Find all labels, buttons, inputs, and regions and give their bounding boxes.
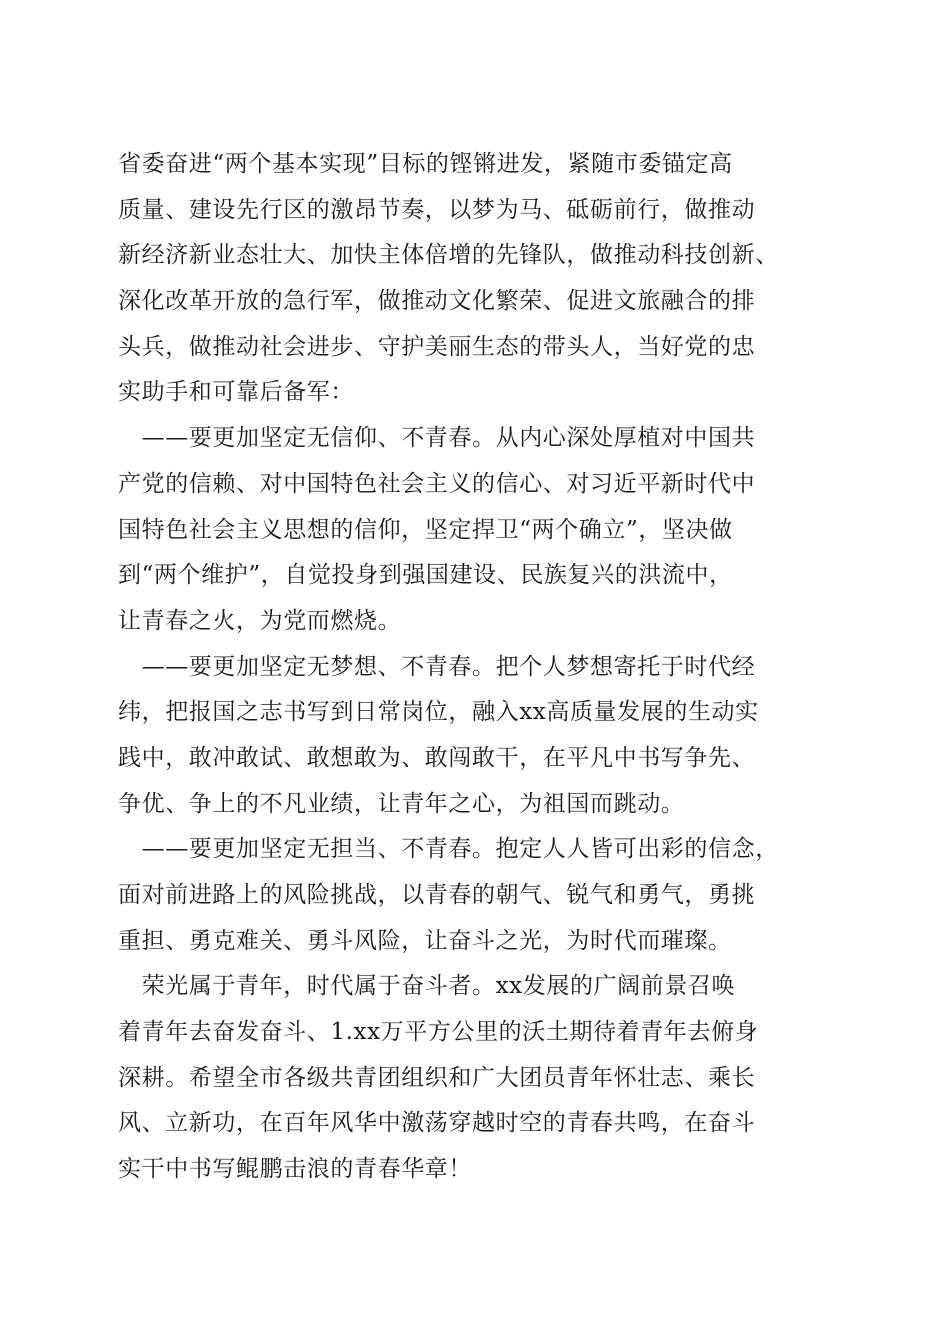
text-line: 纬，把报国之志书写到日常岗位，融入xx高质量发展的生动实 — [118, 699, 759, 726]
text-line: 重担、勇克难关、勇斗风险，让奋斗之光，为时代而璀璨。 — [118, 927, 732, 954]
text-line: 国特色社会主义思想的信仰，坚定捍卫“两个确立”，坚决做 — [118, 516, 733, 543]
text-line: 省委奋进“两个基本实现”目标的铿锵进发，紧随市委锚定高 — [118, 151, 733, 177]
text-line: 深耕。希望全市各级共青团组织和广大团员青年怀壮志、乘长 — [118, 1064, 756, 1091]
text-line: 荣光属于青年，时代属于奋斗者。xx发展的广阔前景召唤 — [118, 973, 736, 1000]
text-line: 产党的信赖、对中国特色社会主义的信心、对习近平新时代中 — [118, 470, 756, 497]
text-line: 头兵，做推动社会进步、守护美丽生态的带头人，当好党的忠 — [118, 333, 756, 360]
text-line: 践中，敢冲敢试、敢想敢为、敢闯敢干，在平凡中书写争先、 — [118, 744, 756, 771]
text-line: 到“两个维护”，自觉投身到强国建设、民族复兴的洪流中， — [118, 562, 733, 589]
text-line: 质量、建设先行区的激昂节奏，以梦为马、砥砺前行，做推动 — [118, 196, 756, 223]
text-line: 实干中书写鲲鹏击浪的青春华章！ — [118, 1156, 472, 1183]
text-line: 深化改革开放的急行军，做推动文化繁荣、促进文旅融合的排 — [118, 288, 756, 315]
text-line: ——要更加坚定无担当、不青春。抱定人人皆可出彩的信念， — [118, 836, 779, 863]
text-line: 新经济新业态壮大、加快主体倍增的先锋队，做推动科技创新、 — [118, 242, 779, 269]
text-line: 争优、争上的不凡业绩，让青年之心，为祖国而跳动。 — [118, 790, 685, 817]
text-line: 着青年去奋发奋斗、1.xx万平方公里的沃土期待着青年去俯身 — [118, 1019, 759, 1046]
document-body — [118, 142, 838, 1193]
text-line: ——要更加坚定无信仰、不青春。从内心深处厚植对中国共 — [118, 425, 756, 452]
text-line: 让青春之火，为党而燃烧。 — [118, 607, 402, 634]
text-line: 实助手和可靠后备军： — [118, 379, 354, 406]
text-line: 风、立新功，在百年风华中激荡穿越时空的青春共鸣，在奋斗 — [118, 1110, 756, 1137]
text-line: ——要更加坚定无梦想、不青春。把个人梦想寄托于时代经 — [118, 653, 756, 680]
text-line: 面对前进路上的风险挑战，以青春的朝气、锐气和勇气，勇挑 — [118, 882, 756, 908]
